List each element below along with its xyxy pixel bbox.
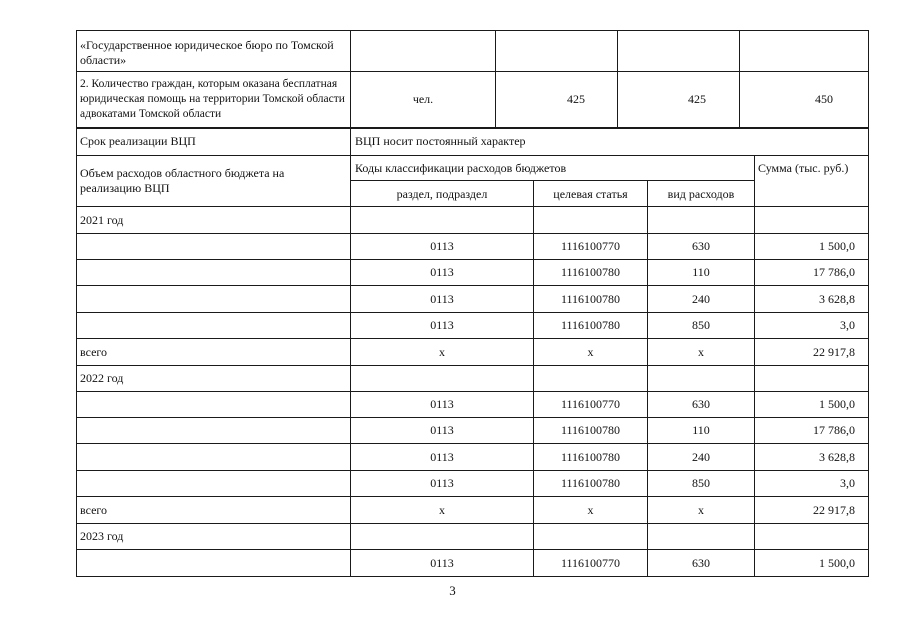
year-label: 2023 год <box>80 529 124 543</box>
row-section: 0113 <box>430 397 454 411</box>
total-sum: 22 917,8 <box>813 503 855 517</box>
total-article: x <box>587 345 594 359</box>
row-type: 850 <box>692 476 710 490</box>
row-article: 1116100770 <box>560 239 621 253</box>
row-sum: 3,0 <box>840 318 855 332</box>
row-type: 630 <box>692 239 710 253</box>
row-section: 0113 <box>430 476 454 490</box>
row-type: 240 <box>692 450 710 464</box>
row-type: 630 <box>692 397 710 411</box>
row-section: 0113 <box>430 292 454 306</box>
row-section: 0113 <box>430 423 454 437</box>
row-section: 0113 <box>430 450 454 464</box>
codes-header: Коды классификации расходов бюджетов <box>355 161 567 175</box>
row-article: 1116100780 <box>560 292 621 306</box>
total-label: всего <box>80 503 108 517</box>
total-article: x <box>587 503 594 517</box>
indicator-value-3: 450 <box>815 92 833 106</box>
row-sum: 3,0 <box>840 476 855 490</box>
row-type: 850 <box>692 318 710 332</box>
row-section: 0113 <box>430 556 454 570</box>
row-section: 0113 <box>430 318 454 332</box>
row-type: 240 <box>692 292 710 306</box>
row-section: 0113 <box>430 239 454 253</box>
row-type: 110 <box>692 423 710 437</box>
row-article: 1116100780 <box>560 265 621 279</box>
indicator-label: 2. Количество граждан, которым оказана бесплатная юридическая помощь на территории Томской области адвокатами Томской области <box>80 78 345 120</box>
row-sum: 1 500,0 <box>819 239 855 253</box>
term-label: Срок реализации ВЦП <box>80 134 196 148</box>
indicator-value-2: 425 <box>688 92 706 106</box>
col-section-header: раздел, подраздел <box>396 187 488 201</box>
row-sum: 3 628,8 <box>819 450 855 464</box>
row-sum: 1 500,0 <box>819 556 855 570</box>
year-label: 2021 год <box>80 213 124 227</box>
total-section: x <box>439 345 445 359</box>
row-sum: 17 786,0 <box>813 423 855 437</box>
total-label: всего <box>80 345 108 359</box>
sum-header: Сумма (тыс. руб.) <box>758 161 849 175</box>
col-type-header: вид расходов <box>667 187 735 201</box>
col-article-header: целевая статья <box>553 187 628 201</box>
row-sum: 17 786,0 <box>813 265 855 279</box>
row-article: 1116100780 <box>560 423 621 437</box>
indicator-unit: чел. <box>412 92 434 106</box>
row-type: 630 <box>692 556 710 570</box>
row-article: 1116100780 <box>560 318 621 332</box>
row-sum: 3 628,8 <box>819 292 855 306</box>
row-sum: 1 500,0 <box>819 397 855 411</box>
total-type: x <box>698 345 704 359</box>
row-article: 1116100770 <box>560 397 621 411</box>
total-section: x <box>439 503 445 517</box>
row-section: 0113 <box>430 265 454 279</box>
term-value: ВЦП носит постоянный характер <box>355 134 526 148</box>
total-type: x <box>698 503 704 517</box>
row-article: 1116100770 <box>560 556 621 570</box>
row-article: 1116100780 <box>560 450 621 464</box>
row-article: 1116100780 <box>560 476 621 490</box>
indicator-value-1: 425 <box>567 92 585 106</box>
row-type: 110 <box>692 265 710 279</box>
org-name-cell: «Государственное юридическое бюро по Томской области» <box>80 38 334 67</box>
page-number: 3 <box>449 583 456 598</box>
year-label: 2022 год <box>80 371 124 385</box>
total-sum: 22 917,8 <box>813 345 855 359</box>
budget-label: Объем расходов областного бюджета на реализацию ВЦП <box>80 166 285 195</box>
